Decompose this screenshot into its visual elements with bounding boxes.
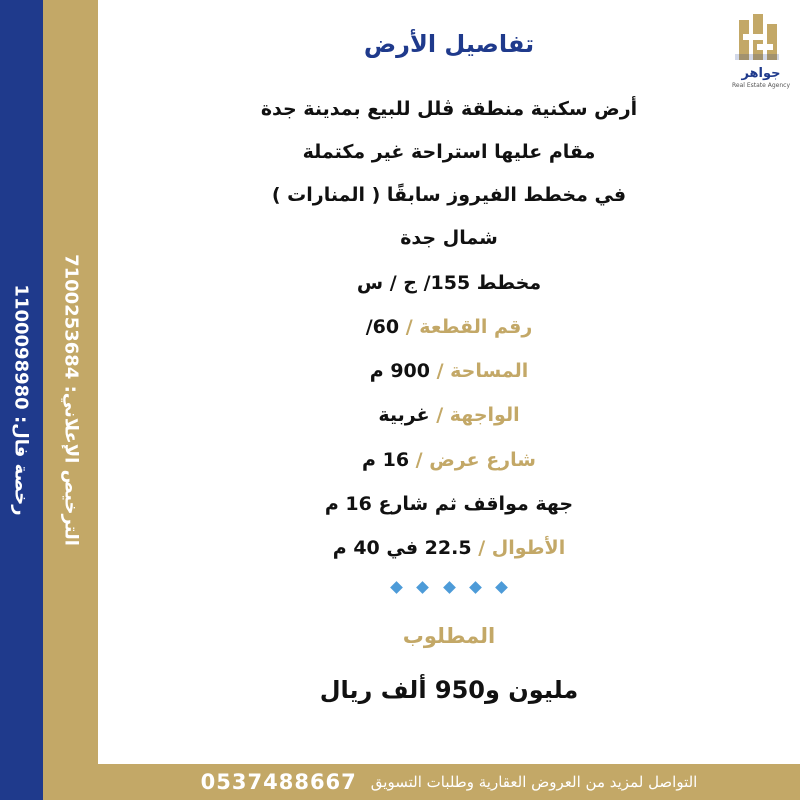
dimensions-row xyxy=(98,537,800,559)
diamond-icon xyxy=(417,581,430,594)
street-width-row xyxy=(98,449,800,471)
street-width-label: شارع عرض / xyxy=(415,449,536,471)
footer-content xyxy=(98,764,800,800)
dimensions-value: 22.5 في 40 م xyxy=(332,537,472,559)
footer-phone[interactable]: 0537488667 xyxy=(200,770,357,794)
plot-number-row xyxy=(98,316,800,338)
area-value: 900 م xyxy=(369,360,430,382)
brand-name: جواهر xyxy=(741,66,781,81)
diamond-icon xyxy=(443,581,456,594)
street-width-value: 16 م xyxy=(362,449,410,471)
listing-card xyxy=(98,0,800,764)
desc-line-4: شمال جدة xyxy=(400,227,498,249)
facade-value: غربية xyxy=(378,404,430,426)
ad-license-text: الترخيص الإعلاني: 7100253684 xyxy=(60,254,82,546)
dimensions-label: الأطوال / xyxy=(478,537,566,559)
plot-number-label: رقم القطعة / xyxy=(405,316,533,338)
desc-line-2: مقام عليها استراحة غير مكتملة xyxy=(302,141,596,163)
area-label: المساحة / xyxy=(436,360,529,382)
facade-row xyxy=(98,404,800,426)
diamond-divider xyxy=(98,577,800,596)
diamond-icon xyxy=(469,581,482,594)
area-row xyxy=(98,360,800,382)
diamond-icon xyxy=(390,581,403,594)
desc-line-3: في مخطط الفيروز سابقًا ( المنارات ) xyxy=(271,184,627,206)
desc-line-1: أرض سكنية منطقة ڤلل للبيع بمدينة جدة xyxy=(260,98,638,120)
plot-number-value: 60/ xyxy=(365,316,400,338)
diamond-icon xyxy=(495,581,508,594)
page-title: تفاصيل الأرض xyxy=(363,30,535,58)
facade-label: الواجهة / xyxy=(436,404,520,426)
fal-license-text: رخصة فال: 1100098980 xyxy=(10,284,32,516)
wanted-label: المطلوب xyxy=(402,624,496,648)
footer-note: التواصل لمزيد من العروض العقارية وطلبات التسويق xyxy=(370,773,698,791)
desc-line-5: مخطط 155/ ج / س xyxy=(356,272,542,294)
price-text: مليون و950 ألف ريال xyxy=(319,676,579,704)
brand-tagline: Real Estate Agency xyxy=(732,82,790,89)
parking-side-note: جهة مواقف ثم شارع 16 م xyxy=(324,493,574,515)
